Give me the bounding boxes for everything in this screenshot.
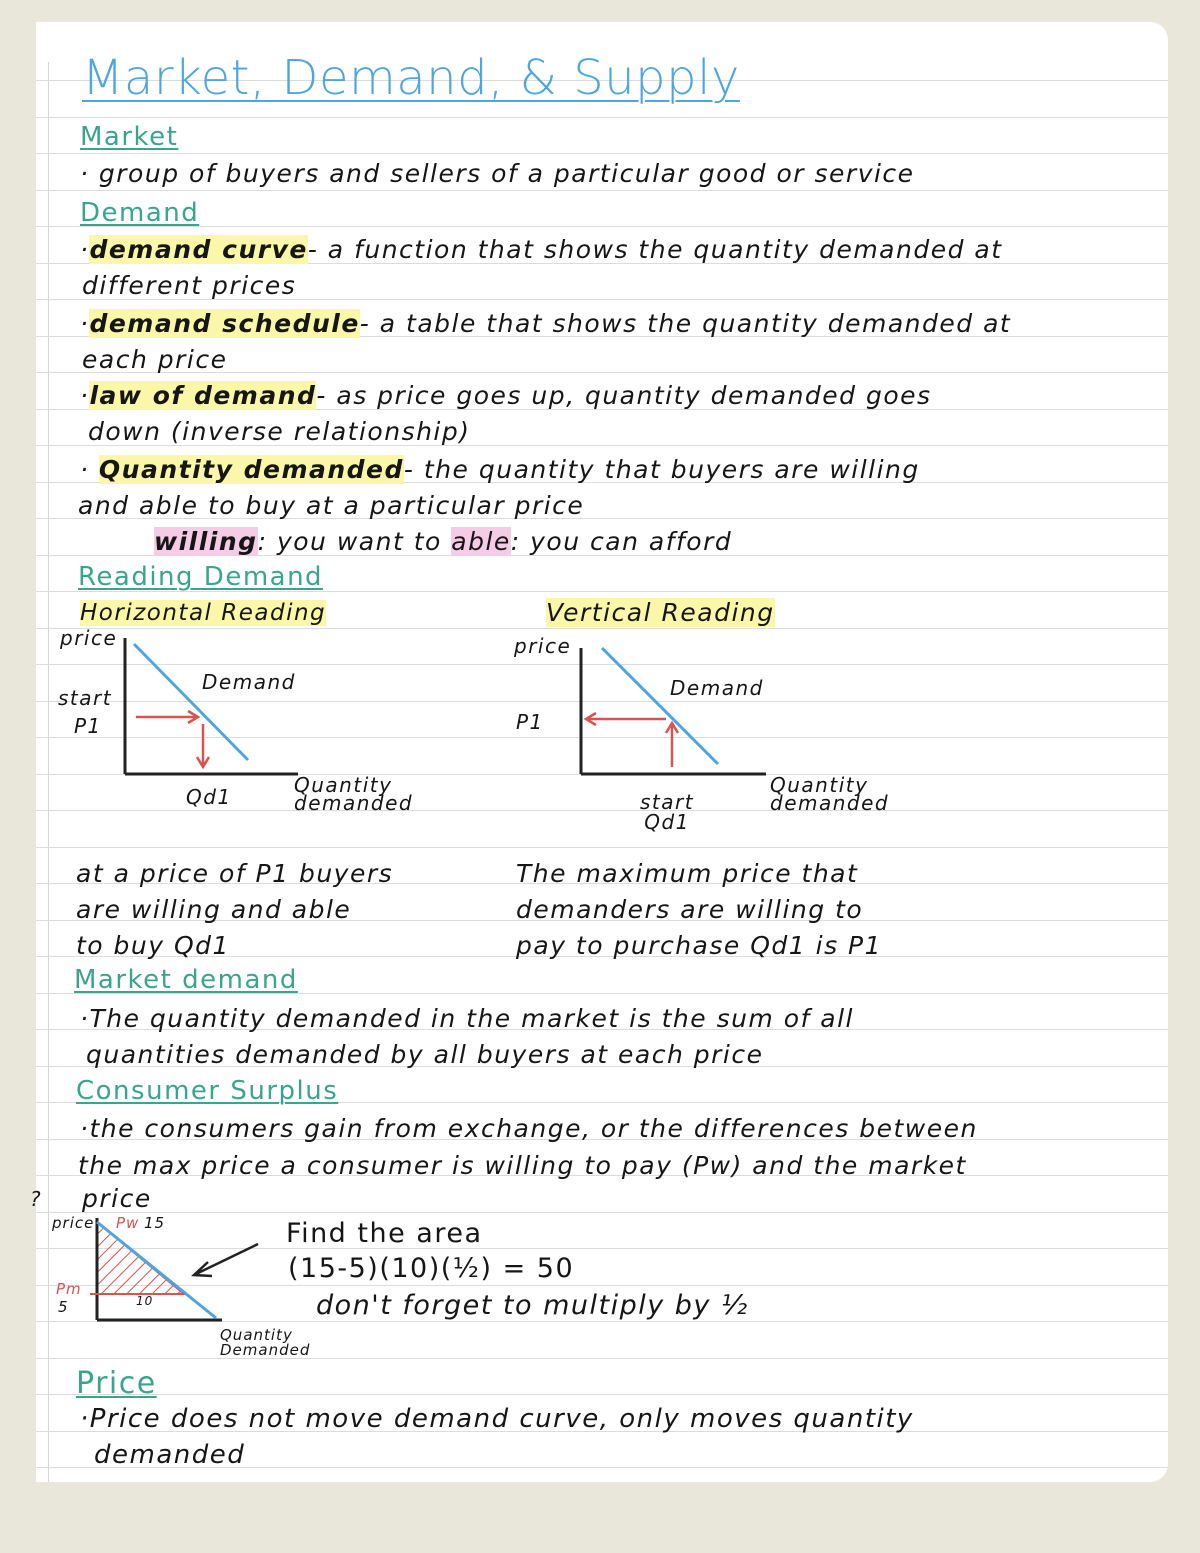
margin-question-mark: ?: [30, 1187, 43, 1211]
willing-able-line: willing: you want to able: you can afford: [154, 527, 733, 556]
page-title: Market, Demand, & Supply: [82, 50, 740, 106]
h-graph-demand-label: Demand: [202, 670, 296, 694]
heading-market: Market: [80, 122, 179, 152]
consumer-surplus-graph: [36, 22, 1168, 1482]
cs-graph-q-value: 10: [136, 1294, 154, 1308]
law-of-demand-line: ·law of demand- as price goes up, quantity demanded goes: [80, 381, 932, 410]
vertical-reading-note: The maximum price that demanders are willing to pay to purchase Qd1 is P1: [516, 859, 883, 960]
cs-graph-pm-label: Pm: [56, 1280, 82, 1298]
v-graph-start-label: start Qd1: [640, 790, 695, 834]
demand-curve-line: ·demand curve- a function that shows the quantity demanded at: [80, 235, 1003, 264]
quantity-demanded-line-2: and able to buy at a particular price: [78, 491, 585, 520]
v-graph-demand-label: Demand: [670, 676, 764, 700]
market-bullet: group of buyers and sellers of a particular good or service: [98, 159, 915, 188]
term-law-of-demand: law of demand: [89, 381, 317, 410]
heading-price: Price: [76, 1366, 157, 1401]
vertical-reading-title: Vertical Reading: [546, 598, 775, 627]
cs-calc-line-1: Find the area: [286, 1218, 483, 1249]
h-graph-qd1-label: Qd1: [186, 785, 232, 809]
cs-pointer-arrow: [196, 1244, 258, 1274]
market-demand-line-2: quantities demanded by all buyers at each price: [86, 1040, 764, 1069]
term-able: able: [451, 527, 511, 556]
cs-pointer-arrowhead: [194, 1262, 212, 1276]
horizontal-reading-note: at a price of P1 buyers are willing and able to buy Qd1: [76, 859, 394, 960]
consumer-surplus-line-2: the max price a consumer is willing to pay (Pw) and the market: [78, 1151, 967, 1180]
cs-graph-y-label: price: [52, 1214, 95, 1232]
demand-schedule-line: ·demand schedule- a table that shows the quantity demanded at: [80, 309, 1012, 338]
v-graph-y-label: price: [514, 634, 572, 658]
h-graph-p1-label: P1: [74, 714, 102, 738]
v-graph-p1-label: P1: [516, 710, 544, 734]
term-demand-curve: demand curve: [89, 235, 308, 264]
market-demand-line-1: ·The quantity demanded in the market is the sum of all: [80, 1004, 854, 1033]
heading-reading-demand: Reading Demand: [78, 562, 324, 592]
cs-graph-pw-label: Pw: [116, 1214, 140, 1232]
price-line-1: ·Price does not move demand curve, only moves quantity: [80, 1404, 914, 1434]
v-graph-x-label: Quantity demanded: [770, 773, 890, 815]
demand-schedule-line-2: each price: [82, 345, 228, 374]
cs-calc-line-2: (15-5)(10)(½) = 50: [288, 1253, 575, 1284]
heading-demand: Demand: [80, 198, 200, 228]
term-willing: willing: [154, 527, 258, 556]
consumer-surplus-line-3: price: [82, 1184, 152, 1213]
h-graph-x-label: Quantity demanded: [294, 773, 414, 815]
demand-curve-line-2: different prices: [82, 271, 297, 300]
heading-market-demand: Market demand: [74, 965, 298, 995]
h-graph-start-label: start: [58, 686, 113, 710]
law-of-demand-line-2: down (inverse relationship): [88, 417, 471, 446]
term-quantity-demanded: Quantity demanded: [98, 455, 404, 484]
cs-calc-line-3: don't forget to multiply by ½: [316, 1290, 749, 1321]
price-line-2: demanded: [94, 1440, 246, 1470]
term-demand-schedule: demand schedule: [89, 309, 360, 338]
notebook-page: [30, 22, 1168, 1482]
cs-graph-x-label: Quantity Demanded: [220, 1326, 311, 1359]
quantity-demanded-line: · Quantity demanded- the quantity that buyers are willing: [80, 455, 920, 484]
horizontal-reading-title: Horizontal Reading: [80, 600, 327, 626]
h-graph-y-label: price: [60, 626, 118, 650]
market-definition: · group of buyers and sellers of a particular good or service: [80, 159, 915, 188]
consumer-surplus-line-1: ·the consumers gain from exchange, or the differences between: [80, 1114, 978, 1143]
cs-graph-pw-value: 15: [144, 1214, 166, 1232]
cs-graph-pm-value: 5: [58, 1298, 69, 1316]
heading-consumer-surplus: Consumer Surplus: [76, 1076, 339, 1106]
